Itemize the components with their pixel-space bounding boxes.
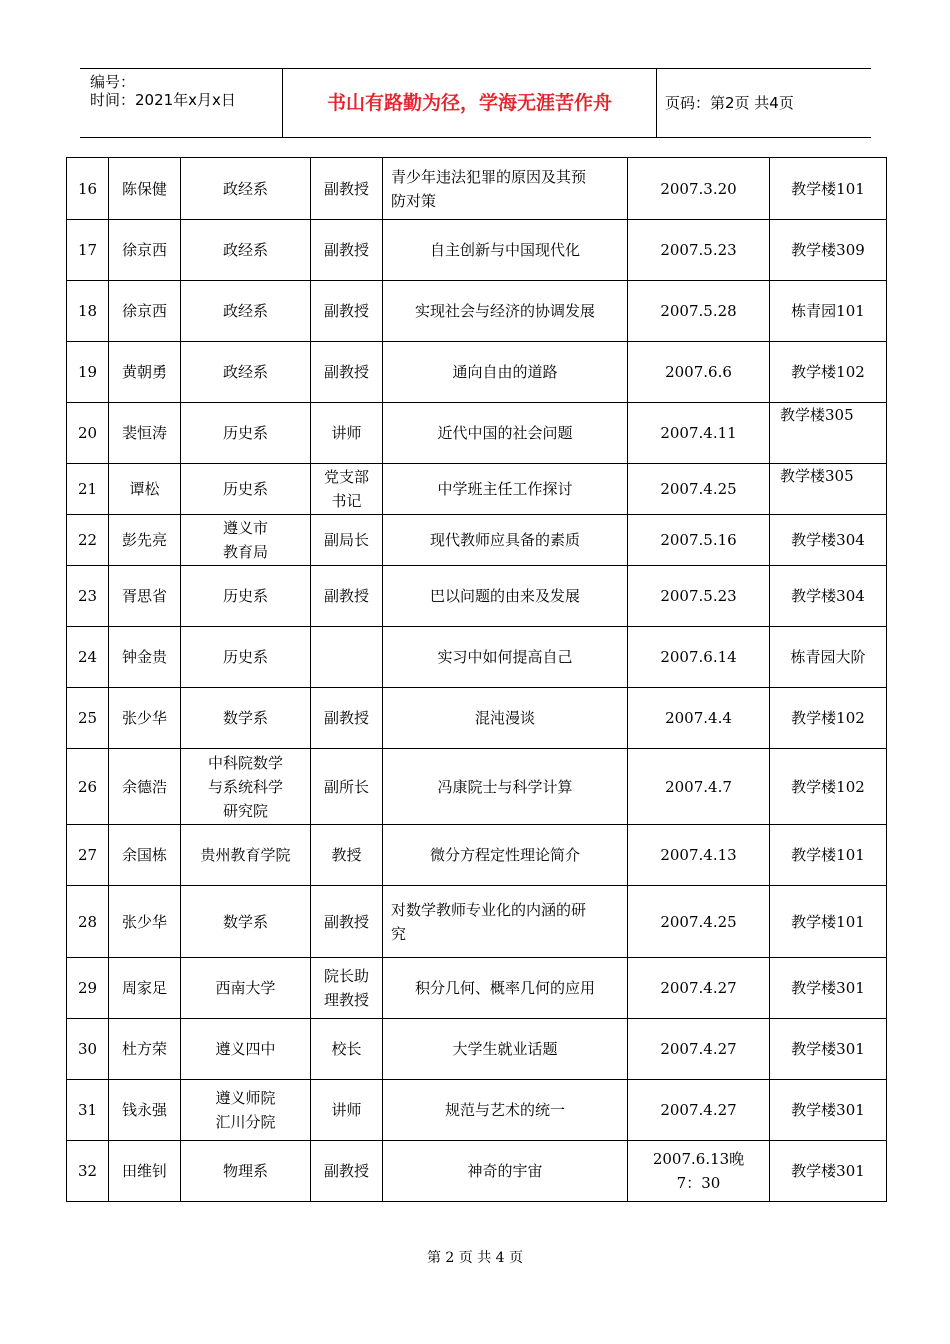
speaker-title: 副教授 <box>311 342 383 403</box>
speaker-unit: 历史系 <box>181 566 311 627</box>
lecture-date: 2007.5.28 <box>628 281 770 342</box>
speaker-name: 黄朝勇 <box>109 342 181 403</box>
header-page-label: 页码：第2页 共4页 <box>665 94 794 112</box>
lecture-topic: 混沌漫谈 <box>383 688 628 749</box>
speaker-name: 谭松 <box>109 464 181 515</box>
lecture-date: 2007.4.25 <box>628 464 770 515</box>
row-number: 16 <box>67 158 109 220</box>
speaker-unit: 西南大学 <box>181 958 311 1019</box>
row-number: 30 <box>67 1019 109 1080</box>
speaker-title: 副教授 <box>311 688 383 749</box>
speaker-unit: 数学系 <box>181 688 311 749</box>
row-number: 28 <box>67 886 109 958</box>
lecture-location: 教学楼301 <box>770 1019 887 1080</box>
speaker-name: 裴恒涛 <box>109 403 181 464</box>
speaker-title: 院长助 理教授 <box>311 958 383 1019</box>
lecture-date: 2007.6.14 <box>628 627 770 688</box>
lecture-date: 2007.5.23 <box>628 220 770 281</box>
table-row <box>67 158 887 220</box>
table-row <box>67 886 887 958</box>
header-meta-cell <box>80 69 283 137</box>
speaker-name: 余国栋 <box>109 825 181 886</box>
row-number: 31 <box>67 1080 109 1141</box>
speaker-name: 彭先亮 <box>109 515 181 566</box>
speaker-title: 副教授 <box>311 220 383 281</box>
speaker-unit: 数学系 <box>181 886 311 958</box>
table-row <box>67 825 887 886</box>
speaker-title: 副教授 <box>311 1141 383 1202</box>
row-number: 24 <box>67 627 109 688</box>
table-row <box>67 1019 887 1080</box>
row-number: 25 <box>67 688 109 749</box>
speaker-name: 杜方荣 <box>109 1019 181 1080</box>
speaker-unit: 物理系 <box>181 1141 311 1202</box>
speaker-title: 副所长 <box>311 749 383 825</box>
lecture-location: 教学楼304 <box>770 515 887 566</box>
speaker-name: 徐京西 <box>109 281 181 342</box>
table-row <box>67 515 887 566</box>
lecture-topic: 通向自由的道路 <box>383 342 628 403</box>
speaker-name: 田维钊 <box>109 1141 181 1202</box>
lecture-topic: 微分方程定性理论简介 <box>383 825 628 886</box>
speaker-title: 讲师 <box>311 1080 383 1141</box>
table-row <box>67 464 887 515</box>
speaker-unit: 政经系 <box>181 220 311 281</box>
table-row <box>67 688 887 749</box>
lecture-location: 教学楼102 <box>770 688 887 749</box>
lecture-date: 2007.4.4 <box>628 688 770 749</box>
speaker-unit: 遵义师院 汇川分院 <box>181 1080 311 1141</box>
row-number: 26 <box>67 749 109 825</box>
table-row <box>67 403 887 464</box>
speaker-unit: 贵州教育学院 <box>181 825 311 886</box>
row-number: 21 <box>67 464 109 515</box>
speaker-unit: 遵义市 教育局 <box>181 515 311 566</box>
lecture-topic: 积分几何、概率几何的应用 <box>383 958 628 1019</box>
lecture-location: 教学楼301 <box>770 1080 887 1141</box>
speaker-unit: 遵义四中 <box>181 1019 311 1080</box>
lecture-topic: 自主创新与中国现代化 <box>383 220 628 281</box>
row-number: 27 <box>67 825 109 886</box>
lecture-location: 教学楼101 <box>770 825 887 886</box>
row-number: 18 <box>67 281 109 342</box>
doc-time-label: 时间：2021年x月x日 <box>90 91 236 109</box>
lecture-table-body <box>67 158 887 1202</box>
lecture-location: 栋青园大阶 <box>770 627 887 688</box>
table-row <box>67 1141 887 1202</box>
lecture-date: 2007.4.25 <box>628 886 770 958</box>
row-number: 19 <box>67 342 109 403</box>
lecture-topic: 神奇的宇宙 <box>383 1141 628 1202</box>
row-number: 23 <box>67 566 109 627</box>
speaker-unit: 历史系 <box>181 403 311 464</box>
table-row <box>67 342 887 403</box>
row-number: 29 <box>67 958 109 1019</box>
lecture-location: 教学楼304 <box>770 566 887 627</box>
table-row <box>67 1080 887 1141</box>
speaker-title <box>311 627 383 688</box>
speaker-name: 张少华 <box>109 688 181 749</box>
lecture-location: 教学楼309 <box>770 220 887 281</box>
lecture-location: 教学楼101 <box>770 158 887 220</box>
lecture-topic: 近代中国的社会问题 <box>383 403 628 464</box>
row-number: 17 <box>67 220 109 281</box>
table-row <box>67 749 887 825</box>
speaker-title: 讲师 <box>311 403 383 464</box>
speaker-title: 校长 <box>311 1019 383 1080</box>
header-motto: 书山有路勤为径，学海无涯苦作舟 <box>283 69 657 137</box>
lecture-location: 教学楼102 <box>770 342 887 403</box>
lecture-topic: 实现社会与经济的协调发展 <box>383 281 628 342</box>
speaker-name: 张少华 <box>109 886 181 958</box>
speaker-unit: 政经系 <box>181 342 311 403</box>
lecture-date: 2007.4.27 <box>628 958 770 1019</box>
speaker-title: 副教授 <box>311 281 383 342</box>
lecture-location: 教学楼305 <box>770 403 887 464</box>
row-number: 32 <box>67 1141 109 1202</box>
lecture-date: 2007.4.13 <box>628 825 770 886</box>
lecture-topic: 青少年违法犯罪的原因及其预 防对策 <box>383 158 628 220</box>
page-header <box>80 68 871 138</box>
row-number: 20 <box>67 403 109 464</box>
lecture-location: 教学楼301 <box>770 1141 887 1202</box>
lecture-date: 2007.6.13晚 7：30 <box>628 1141 770 1202</box>
lecture-location: 教学楼101 <box>770 886 887 958</box>
table-row <box>67 627 887 688</box>
lecture-date: 2007.4.7 <box>628 749 770 825</box>
speaker-title: 党支部 书记 <box>311 464 383 515</box>
speaker-title: 副教授 <box>311 886 383 958</box>
lecture-topic: 实习中如何提高自己 <box>383 627 628 688</box>
lecture-table <box>66 157 887 1202</box>
speaker-title: 副教授 <box>311 566 383 627</box>
lecture-location: 教学楼102 <box>770 749 887 825</box>
lecture-topic: 大学生就业话题 <box>383 1019 628 1080</box>
lecture-topic: 规范与艺术的统一 <box>383 1080 628 1141</box>
speaker-name: 徐京西 <box>109 220 181 281</box>
lecture-topic: 现代教师应具备的素质 <box>383 515 628 566</box>
table-row <box>67 958 887 1019</box>
page-footer: 第 2 页 共 4 页 <box>426 1250 524 1266</box>
table-row <box>67 281 887 342</box>
lecture-topic: 中学班主任工作探讨 <box>383 464 628 515</box>
lecture-date: 2007.5.23 <box>628 566 770 627</box>
speaker-name: 钱永强 <box>109 1080 181 1141</box>
lecture-location: 栋青园101 <box>770 281 887 342</box>
lecture-date: 2007.4.11 <box>628 403 770 464</box>
lecture-date: 2007.4.27 <box>628 1019 770 1080</box>
lecture-location: 教学楼301 <box>770 958 887 1019</box>
speaker-unit: 中科院数学 与系统科学 研究院 <box>181 749 311 825</box>
row-number: 22 <box>67 515 109 566</box>
speaker-name: 周家足 <box>109 958 181 1019</box>
lecture-date: 2007.3.20 <box>628 158 770 220</box>
speaker-name: 余德浩 <box>109 749 181 825</box>
speaker-name: 钟金贵 <box>109 627 181 688</box>
table-row <box>67 220 887 281</box>
speaker-unit: 历史系 <box>181 464 311 515</box>
lecture-topic: 巴以问题的由来及发展 <box>383 566 628 627</box>
speaker-unit: 政经系 <box>181 158 311 220</box>
doc-number-label: 编号： <box>90 73 136 91</box>
lecture-topic: 冯康院士与科学计算 <box>383 749 628 825</box>
speaker-title: 教授 <box>311 825 383 886</box>
lecture-date: 2007.6.6 <box>628 342 770 403</box>
speaker-title: 副局长 <box>311 515 383 566</box>
table-row <box>67 566 887 627</box>
lecture-date: 2007.5.16 <box>628 515 770 566</box>
speaker-unit: 历史系 <box>181 627 311 688</box>
speaker-unit: 政经系 <box>181 281 311 342</box>
lecture-date: 2007.4.27 <box>628 1080 770 1141</box>
lecture-topic: 对数学教师专业化的内涵的研 究 <box>383 886 628 958</box>
lecture-location: 教学楼305 <box>770 464 887 515</box>
speaker-name: 陈保健 <box>109 158 181 220</box>
speaker-name: 胥思省 <box>109 566 181 627</box>
speaker-title: 副教授 <box>311 158 383 220</box>
